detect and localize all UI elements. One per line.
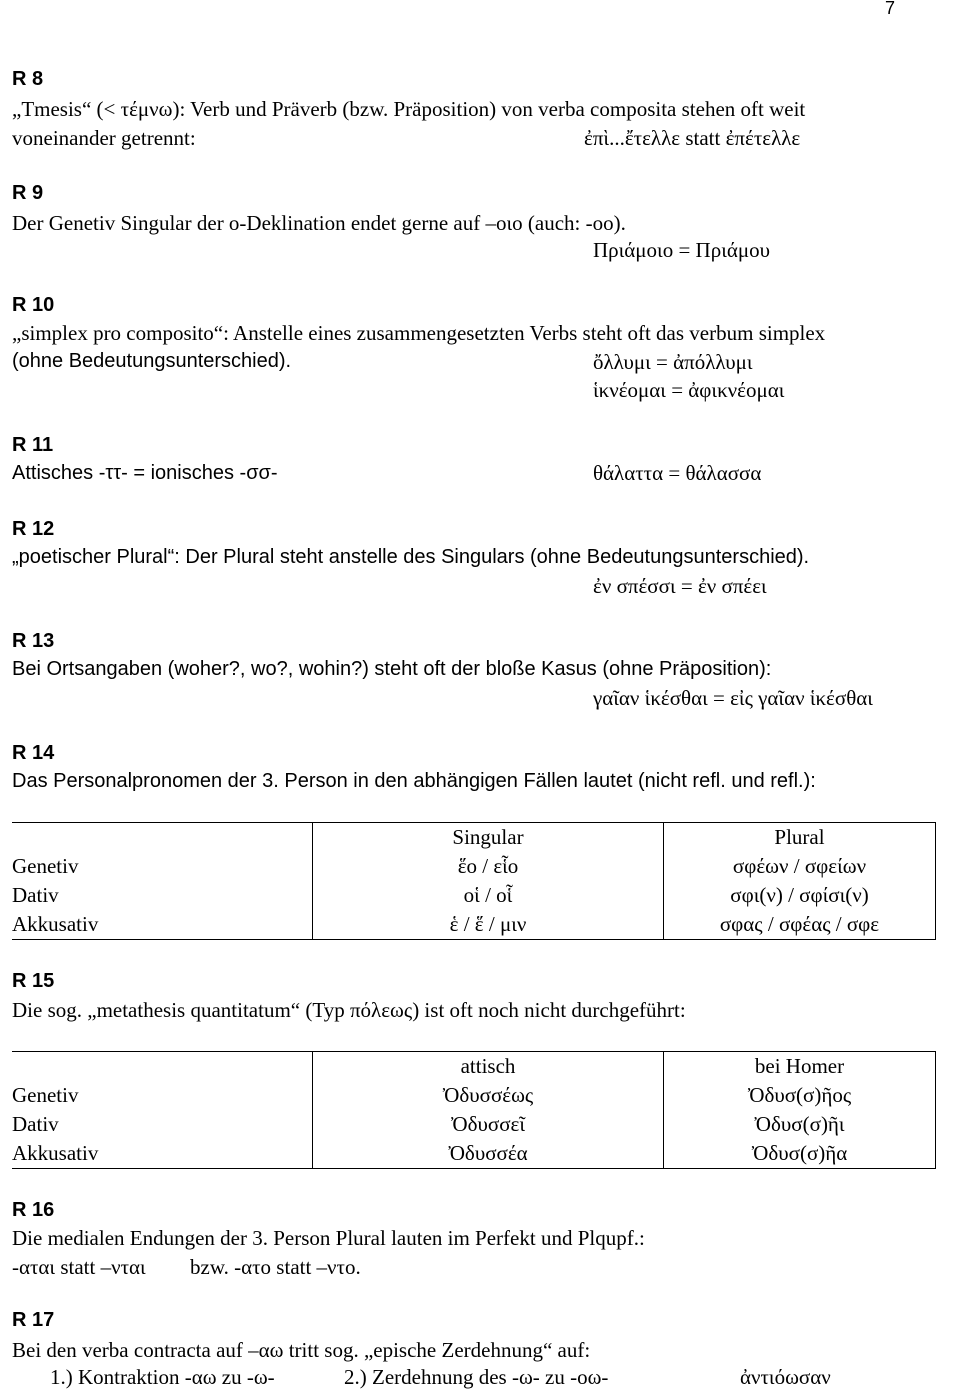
r8-text-line1: „Tmesis“ (< τέμνω): Verb und Präverb (bzw. Präposition) von verba composita stehen oft weit <box>12 97 806 121</box>
table-cell: σφέων / σφείων <box>664 852 936 881</box>
table-cell: σφι(ν) / σφίσι(ν) <box>664 881 936 910</box>
r14-text-line1: Das Personalpronomen der 3. Person in den abhängigen Fällen lautet (nicht refl. und refl.): <box>12 770 816 792</box>
table-row <box>12 1110 936 1139</box>
rule-heading-r15: R 15 <box>12 970 55 992</box>
r8-text-line2: voneinander getrennt: <box>12 126 196 150</box>
table-row <box>12 852 936 881</box>
r17-example: ἀντιόωσαν <box>740 1365 831 1389</box>
row-label: Genetiv <box>12 1083 79 1107</box>
table-cell: ἑ / ἕ / μιν <box>313 910 664 940</box>
row-label: Akkusativ <box>12 1139 313 1169</box>
r17-item1: 1.) Kontraktion -αω zu -ω- <box>50 1365 275 1389</box>
r10-example2: ἱκνέομαι = ἀφικνέομαι <box>593 378 785 402</box>
rule-heading-r14: R 14 <box>12 742 55 764</box>
page-number: 7 <box>885 0 896 18</box>
rule-heading-r16: R 16 <box>12 1199 55 1221</box>
table-row <box>12 1139 936 1169</box>
r10-text-line1: „simplex pro composito“: Anstelle eines zusammengesetzten Verbs steht oft das verbum simplex <box>12 321 826 345</box>
r11-example: θάλαττα = θάλασσα <box>593 461 762 485</box>
r13-text-line1: Bei Ortsangaben (woher?, wo?, wohin?) steht oft der bloße Kasus (ohne Präposition): <box>12 658 772 680</box>
table-cell: Ὀδυσ(σ)ῆος <box>664 1081 936 1110</box>
rule-heading-r10: R 10 <box>12 294 55 316</box>
r16-text-line1: Die medialen Endungen der 3. Person Plural lauten im Perfekt und Plqupf.: <box>12 1226 645 1250</box>
r10-example1: ὄλλυμι = ἀπόλλυμι <box>593 350 753 374</box>
column-header-bei-homer: bei Homer <box>664 1052 936 1082</box>
column-header-plural: Plural <box>664 823 936 853</box>
rule-heading-r9: R 9 <box>12 182 44 204</box>
rule-heading-r11: R 11 <box>12 434 54 456</box>
table-cell: Ὀδυσ(σ)ῆι <box>664 1110 936 1139</box>
r9-example: Πριάμοιο = Πριάμου <box>593 238 771 262</box>
r12-text-line1: „poetischer Plural“: Der Plural steht anstelle des Singulars (ohne Bedeutungsunterschied). <box>12 546 810 568</box>
table-header-row <box>12 1052 936 1082</box>
r12-example: ἐν σπέσσι = ἐν σπέει <box>593 574 767 598</box>
r13-example: γαῖαν ἱκέσθαι = εἰς γαῖαν ἱκέσθαι <box>593 686 873 710</box>
table-cell: Ὀδυσσεῖ <box>313 1110 664 1139</box>
rule-heading-r12: R 12 <box>12 518 55 540</box>
table-row <box>12 881 936 910</box>
rule-heading-r8: R 8 <box>12 68 44 90</box>
row-label: Genetiv <box>12 854 79 878</box>
r17-text-line1: Bei den verba contracta auf –αω tritt sog. „epische Zerdehnung“ auf: <box>12 1338 591 1362</box>
table-header-row <box>12 823 936 853</box>
table-cell <box>12 1052 313 1082</box>
table-cell: οἱ / οἷ <box>313 881 664 910</box>
metathesis-table <box>12 1051 936 1169</box>
r10-text-line2: (ohne Bedeutungsunterschied). <box>12 350 292 372</box>
table-row <box>12 1081 936 1110</box>
r16-text-line2a: -αται statt –νται <box>12 1255 146 1279</box>
row-label: Dativ <box>12 883 59 907</box>
pronoun-table <box>12 822 936 940</box>
row-label: Akkusativ <box>12 910 313 940</box>
table-cell: ἕο / εἷο <box>313 852 664 881</box>
table-cell: Ὀδυσ(σ)ῆα <box>664 1139 936 1169</box>
table-cell: σφας / σφέας / σφε <box>664 910 936 940</box>
table-cell: Ὀδυσσέα <box>313 1139 664 1169</box>
r15-text-line1: Die sog. „metathesis quantitatum“ (Typ πόλεως) ist oft noch nicht durchgeführt: <box>12 998 686 1022</box>
column-header-singular: Singular <box>313 823 664 853</box>
rule-heading-r17: R 17 <box>12 1309 55 1331</box>
r8-example: ἐπὶ...ἔτελλε statt ἐπέτελλε <box>584 126 801 150</box>
r16-text-line2b: bzw. -ατο statt –ντο. <box>190 1255 361 1279</box>
r11-text-line1: Attisches -ττ- = ionisches -σσ- <box>12 462 278 484</box>
r9-text-line1: Der Genetiv Singular der o-Deklination endet gerne auf –οιο (auch: -οο). <box>12 211 626 235</box>
table-cell: Ὀδυσσέως <box>313 1081 664 1110</box>
column-header-attisch: attisch <box>313 1052 664 1082</box>
table-row <box>12 910 936 940</box>
rule-heading-r13: R 13 <box>12 630 55 652</box>
r17-item2: 2.) Zerdehnung des -ω- zu -οω- <box>344 1365 609 1389</box>
table-cell <box>12 823 313 853</box>
row-label: Dativ <box>12 1112 59 1136</box>
